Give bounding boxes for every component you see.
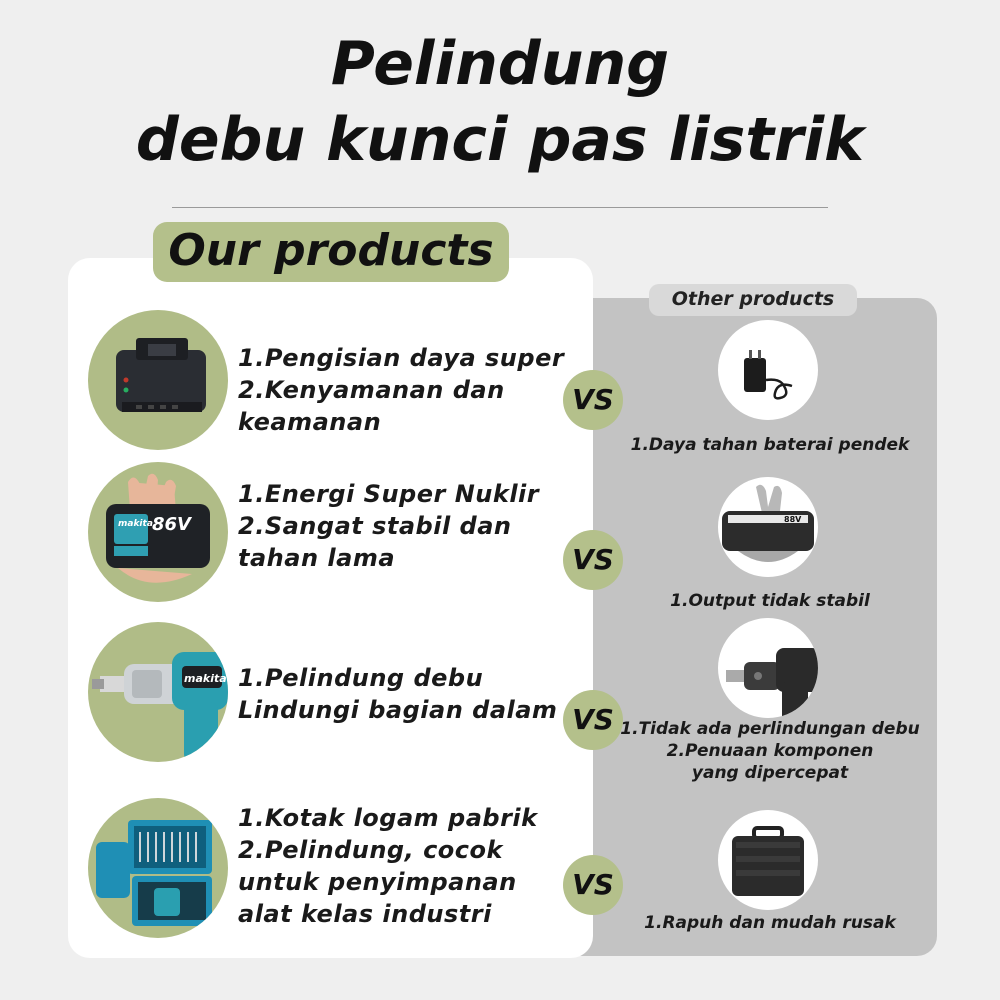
our-product-features-2 (238, 478, 568, 574)
our-product-features-3 (238, 662, 568, 726)
feature-line: 2.Kenyamanan dan (238, 376, 505, 404)
feature-line: tahan lama (238, 544, 396, 572)
impact-wrench-icon (88, 622, 228, 762)
unprotected-wrench-icon (718, 618, 818, 718)
title-line-2: debu kunci pas listrik (135, 105, 865, 175)
feature-line: 1.Pelindung debu (238, 664, 484, 692)
feature-line: alat kelas industri (238, 900, 492, 928)
title-divider (172, 207, 828, 208)
feature-line: 2.Sangat stabil dan (238, 512, 512, 540)
description-line: 1.Rapuh dan mudah rusak (644, 913, 896, 933)
feature-line: keamanan (238, 408, 382, 436)
feature-line: Lindungi bagian dalam (238, 696, 558, 724)
description-line: yang dipercepat (691, 763, 849, 783)
feature-line: 1.Pengisian daya super (238, 344, 565, 372)
feature-line: 1.Kotak logam pabrik (238, 804, 538, 832)
vs-badge: VS (563, 530, 623, 590)
other-product-description-4 (600, 912, 940, 934)
description-line: 1.Output tidak stabil (670, 591, 870, 611)
other-products-heading: Other products (649, 284, 857, 316)
plastic-case-icon (718, 810, 818, 910)
description-line: 1.Daya tahan baterai pendek (630, 435, 910, 455)
feature-line: untuk penyimpanan (238, 868, 517, 896)
our-product-features-4 (238, 802, 568, 930)
generic-battery-icon (718, 477, 818, 577)
wall-adapter-icon (718, 320, 818, 420)
title-line-1: Pelindung (330, 29, 670, 99)
other-product-description-2 (600, 590, 940, 612)
battery-brand-label: makita (118, 519, 153, 529)
vs-badge: VS (563, 690, 623, 750)
our-product-features-1 (238, 342, 568, 438)
description-line: 1.Tidak ada perlindungan debu (620, 719, 920, 739)
wrench-brand-label: makita (184, 672, 227, 685)
charger-dock-icon (88, 310, 228, 450)
other-product-description-1 (600, 434, 940, 456)
other-product-description-3 (600, 718, 940, 784)
battery-voltage-label: 88V (784, 515, 802, 524)
vs-badge: VS (563, 370, 623, 430)
battery-pack-icon (88, 462, 228, 602)
feature-line: 1.Energi Super Nuklir (238, 480, 540, 508)
battery-voltage-label: 86V (152, 514, 191, 535)
our-products-heading: Our products (153, 222, 509, 282)
vs-badge: VS (563, 855, 623, 915)
tool-case-icon (88, 798, 228, 938)
description-line: 2.Penuaan komponen (666, 741, 874, 761)
page-title (0, 26, 1000, 178)
feature-line: 2.Pelindung, cocok (238, 836, 503, 864)
